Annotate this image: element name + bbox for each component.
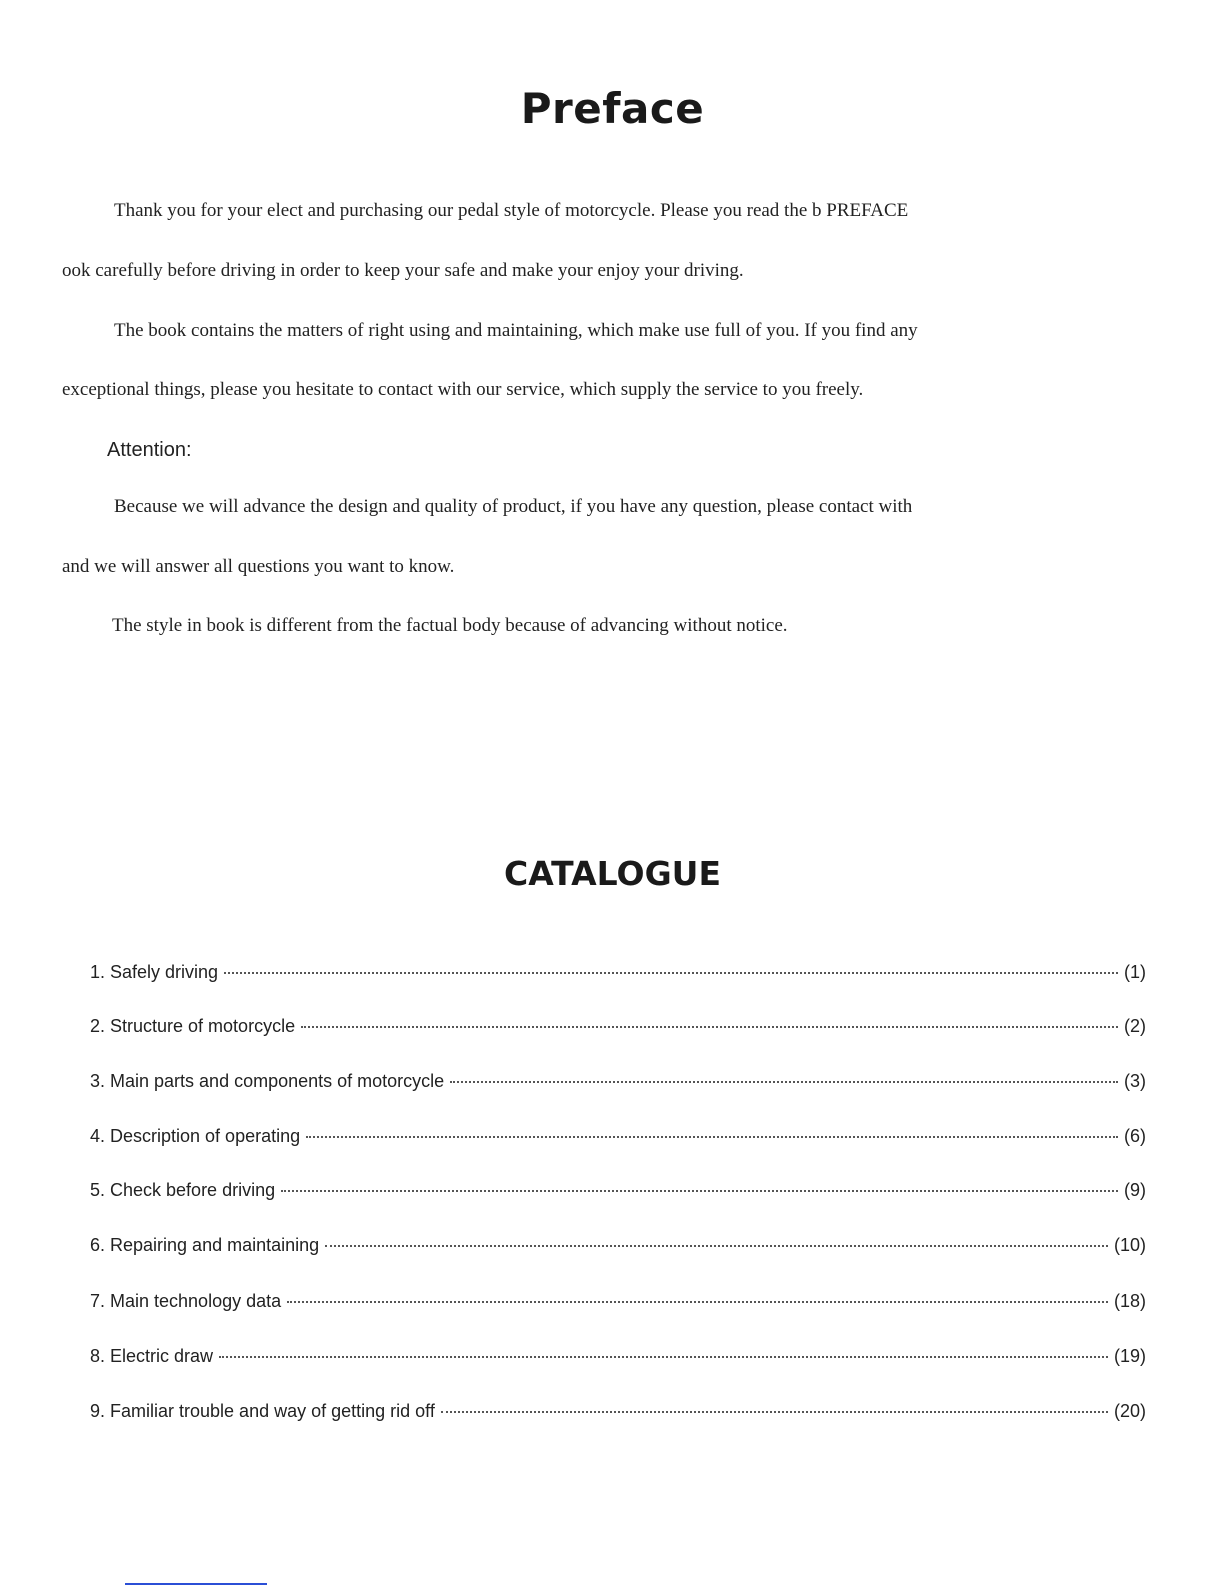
paragraph-line: The book contains the matters of right using and maintaining, which make use full of you. If you find any	[114, 320, 918, 341]
catalogue-item-page: (20)	[1113, 1401, 1146, 1421]
catalogue-item-label: 7. Main technology data	[90, 1291, 282, 1311]
catalogue-item-label: 3. Main parts and components of motorcycle	[90, 1071, 445, 1091]
catalogue-item-page: (6)	[1124, 1126, 1146, 1146]
catalogue-item-label: 4. Description of operating	[90, 1126, 301, 1146]
paragraph-line: and we will answer all questions you want to know.	[62, 556, 455, 577]
dot-leader	[306, 1135, 1118, 1138]
catalogue-item-page: (18)	[1113, 1291, 1146, 1311]
preface-title: Preface	[520, 84, 705, 133]
catalogue-item-page: (10)	[1113, 1235, 1146, 1255]
dot-leader	[301, 1025, 1118, 1028]
catalogue-item-label: 9. Familiar trouble and way of getting rid off	[90, 1401, 435, 1421]
catalogue-item[interactable]	[90, 962, 1146, 988]
paragraph-line: Because we will advance the design and quality of product, if you have any question, please contact with	[114, 496, 913, 517]
catalogue-item-page: (2)	[1124, 1016, 1146, 1036]
catalogue-item-label: 1. Safely driving	[90, 962, 219, 982]
catalogue-item-label: 8. Electric draw	[90, 1346, 214, 1366]
dot-leader	[441, 1410, 1108, 1413]
catalogue-item[interactable]	[90, 1401, 1146, 1427]
catalogue-item-page: (3)	[1124, 1071, 1146, 1091]
catalogue-item[interactable]	[90, 1071, 1146, 1097]
dot-leader	[281, 1189, 1118, 1192]
dot-leader	[325, 1244, 1108, 1247]
dot-leader	[450, 1080, 1118, 1083]
paragraph-line: The style in book is different from the factual body because of advancing without notice.	[112, 615, 788, 636]
paragraph-line: Thank you for your elect and purchasing our pedal style of motorcycle. Please you read the b PREFACE	[114, 200, 909, 221]
catalogue-item-label: 6. Repairing and maintaining	[90, 1235, 320, 1255]
catalogue-item[interactable]	[90, 1346, 1146, 1372]
catalogue-item[interactable]	[90, 1180, 1146, 1206]
dot-leader	[219, 1355, 1108, 1358]
catalogue-item-label: 5. Check before driving	[90, 1180, 276, 1200]
catalogue-item[interactable]	[90, 1016, 1146, 1042]
catalogue-item[interactable]	[90, 1235, 1146, 1261]
catalogue-item-label: 2. Structure of motorcycle	[90, 1016, 296, 1036]
catalogue-title: CATALOGUE	[503, 854, 721, 893]
catalogue-item[interactable]	[90, 1126, 1146, 1152]
catalogue-item-page: (1)	[1124, 962, 1146, 982]
paragraph-line: ook carefully before driving in order to keep your safe and make your enjoy your driving.	[62, 260, 744, 281]
dot-leader	[224, 971, 1118, 974]
catalogue-item-page: (9)	[1124, 1180, 1146, 1200]
paragraph-line: exceptional things, please you hesitate to contact with our service, which supply the service to you freely.	[62, 379, 864, 400]
catalogue-item[interactable]	[90, 1291, 1146, 1317]
attention-label: Attention:	[107, 439, 192, 461]
catalogue-item-page: (19)	[1113, 1346, 1146, 1366]
dot-leader	[287, 1300, 1108, 1303]
